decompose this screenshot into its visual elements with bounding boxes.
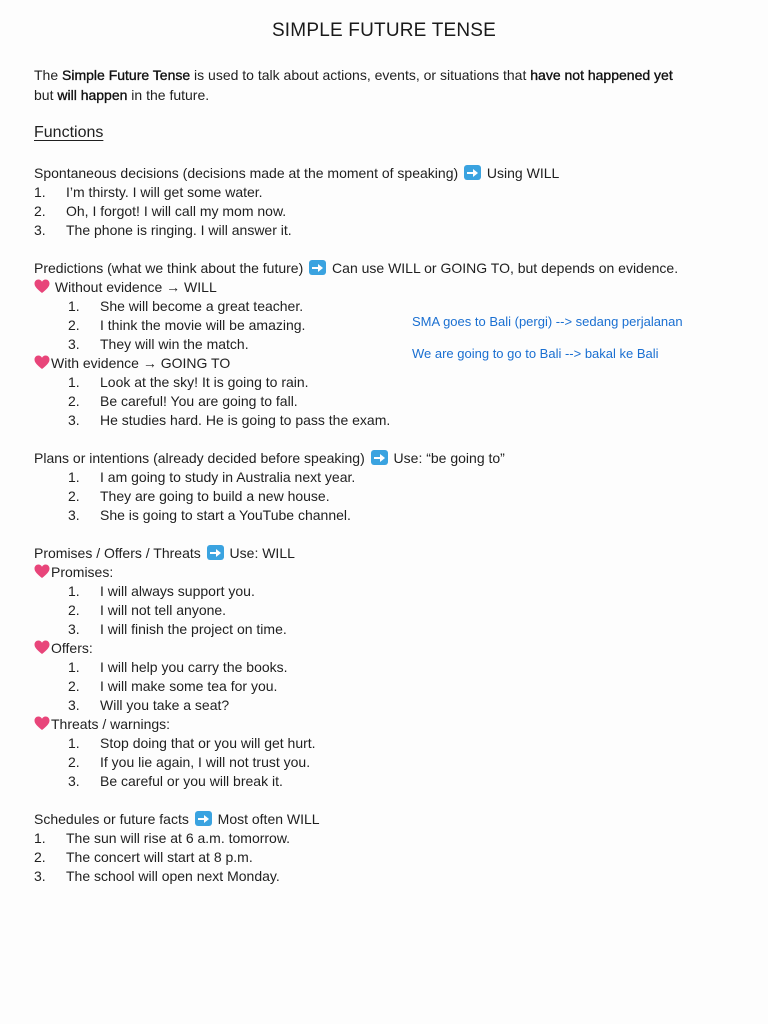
- item-number: 2.: [68, 317, 80, 333]
- list-item: [68, 392, 298, 411]
- item-text: I will not tell anyone.: [100, 602, 227, 618]
- handwritten-note: We are going to go to Bali --> bakal ke Bali: [412, 346, 659, 361]
- item-number: 1.: [68, 374, 80, 390]
- item-number: 1.: [34, 184, 46, 200]
- list-item: [68, 316, 305, 335]
- item-number: 3.: [68, 412, 80, 428]
- sub-heading-text: With evidence → GOING TO: [51, 355, 231, 371]
- intro-bold-term: Simple Future Tense: [62, 67, 191, 83]
- heading-text: Can use WILL or GOING TO, but depends on evidence.: [332, 260, 679, 276]
- right-arrow-icon: [464, 165, 481, 180]
- section-heading-schedules: [34, 810, 320, 829]
- list-item: [34, 202, 286, 221]
- item-number: 3.: [68, 336, 80, 352]
- item-number: 2.: [34, 849, 46, 865]
- list-item: [68, 335, 249, 354]
- heart-icon: [34, 355, 50, 370]
- list-item: [68, 373, 309, 392]
- item-text: The school will open next Monday.: [66, 868, 280, 884]
- intro-text: in the future.: [127, 86, 210, 103]
- sub-heading-without-evidence: [34, 278, 217, 297]
- heading-text: Use: “be going to”: [393, 450, 505, 466]
- section-heading-predictions: [34, 259, 678, 278]
- item-number: 1.: [68, 298, 80, 314]
- item-number: 2.: [68, 678, 80, 694]
- heading-text: Spontaneous decisions (decisions made at the moment of speaking): [34, 165, 459, 181]
- section-heading-plans: [34, 449, 505, 468]
- heading-text: Promises / Offers / Threats: [34, 545, 201, 561]
- intro-text: is used to talk about actions, events, or situations that: [190, 67, 531, 83]
- list-item: [68, 734, 316, 753]
- item-text: Stop doing that or you will get hurt.: [100, 735, 316, 751]
- item-number: 3.: [34, 868, 46, 884]
- item-text: I’m thirsty. I will get some water.: [66, 184, 263, 200]
- item-text: The sun will rise at 6 a.m. tomorrow.: [66, 830, 291, 846]
- item-text: Be careful! You are going to fall.: [100, 393, 298, 409]
- sub-heading-with-evidence: [34, 354, 230, 373]
- right-arrow-icon: [207, 545, 224, 560]
- item-text: Will you take a seat?: [100, 697, 230, 713]
- item-text: I am going to study in Australia next year.: [100, 469, 356, 485]
- list-item: [68, 601, 226, 620]
- intro-text: but: [34, 86, 58, 103]
- item-number: 2.: [68, 602, 80, 618]
- sub-heading-text: Offers:: [51, 640, 93, 656]
- sub-heading-text: Promises:: [51, 564, 114, 580]
- heading-text: Plans or intentions (already decided before speaking): [34, 450, 365, 466]
- list-item: [68, 506, 351, 525]
- item-number: 3.: [68, 621, 80, 637]
- item-text: I will help you carry the books.: [100, 659, 288, 675]
- item-text: Look at the sky! It is going to rain.: [100, 374, 309, 390]
- section-heading-promises: [34, 544, 295, 563]
- item-text: Oh, I forgot! I will call my mom now.: [66, 203, 287, 219]
- list-item: [68, 411, 390, 430]
- functions-heading: Functions: [34, 124, 104, 141]
- heading-text: Use: WILL: [229, 545, 295, 561]
- item-number: 1.: [68, 469, 80, 485]
- list-item: [34, 829, 290, 848]
- list-item: [34, 183, 263, 202]
- item-text: He studies hard. He is going to pass the exam.: [100, 412, 391, 428]
- item-text: I will always support you.: [100, 583, 255, 599]
- item-text: They are going to build a new house.: [100, 488, 330, 504]
- item-number: 1.: [68, 735, 80, 751]
- heading-text: Most often WILL: [217, 811, 320, 827]
- sub-heading-text: Without evidence → WILL: [51, 279, 217, 295]
- list-item: [68, 297, 303, 316]
- list-item: [68, 487, 330, 506]
- list-item: [34, 867, 280, 886]
- item-number: 3.: [68, 507, 80, 523]
- right-arrow-icon: [309, 260, 326, 275]
- heading-text: Using WILL: [486, 165, 560, 181]
- section-heading-spontaneous: [34, 164, 559, 183]
- intro-text: The: [34, 67, 63, 83]
- item-number: 2.: [68, 488, 80, 504]
- sub-heading-promises: [34, 563, 113, 582]
- item-text: The phone is ringing. I will answer it.: [66, 222, 292, 238]
- right-arrow-icon: [371, 450, 388, 465]
- list-item: [68, 753, 310, 772]
- intro-bold-phrase: have not happened yet: [530, 67, 673, 83]
- right-arrow-icon: [195, 811, 212, 826]
- item-text: Be careful or you will break it.: [100, 773, 283, 789]
- list-item: [68, 658, 288, 677]
- intro-paragraph: [34, 66, 734, 105]
- heart-icon: [34, 279, 50, 294]
- item-number: 3.: [34, 222, 46, 238]
- list-item: [68, 677, 277, 696]
- heart-icon: [34, 564, 50, 579]
- list-item: [34, 221, 292, 240]
- intro-bold-phrase: will happen: [57, 86, 128, 103]
- item-text: They will win the match.: [100, 336, 249, 352]
- heart-icon: [34, 640, 50, 655]
- list-item: [34, 848, 253, 867]
- item-number: 1.: [68, 659, 80, 675]
- item-number: 1.: [34, 830, 46, 846]
- sub-heading-offers: [34, 639, 93, 658]
- item-number: 1.: [68, 583, 80, 599]
- sub-heading-text: Threats / warnings:: [51, 716, 171, 732]
- item-number: 2.: [68, 393, 80, 409]
- sub-heading-threats: [34, 715, 170, 734]
- heart-icon: [34, 716, 50, 731]
- list-item: [68, 696, 229, 715]
- item-number: 2.: [34, 203, 46, 219]
- item-text: If you lie again, I will not trust you.: [100, 754, 311, 770]
- list-item: [68, 468, 355, 487]
- item-text: She will become a great teacher.: [100, 298, 304, 314]
- item-text: I will finish the project on time.: [100, 621, 287, 637]
- item-number: 3.: [68, 773, 80, 789]
- list-item: [68, 620, 287, 639]
- item-text: She is going to start a YouTube channel.: [100, 507, 351, 523]
- heading-text: Schedules or future facts: [34, 811, 189, 827]
- item-text: I think the movie will be amazing.: [100, 317, 306, 333]
- item-text: The concert will start at 8 p.m.: [66, 849, 253, 865]
- item-number: 3.: [68, 697, 80, 713]
- list-item: [68, 582, 255, 601]
- heading-text: Predictions (what we think about the future): [34, 260, 304, 276]
- list-item: [68, 772, 283, 791]
- page-title: SIMPLE FUTURE TENSE: [271, 20, 497, 41]
- item-number: 2.: [68, 754, 80, 770]
- item-text: I will make some tea for you.: [100, 678, 278, 694]
- handwritten-note: SMA goes to Bali (pergi) --> sedang perjalanan: [412, 314, 683, 329]
